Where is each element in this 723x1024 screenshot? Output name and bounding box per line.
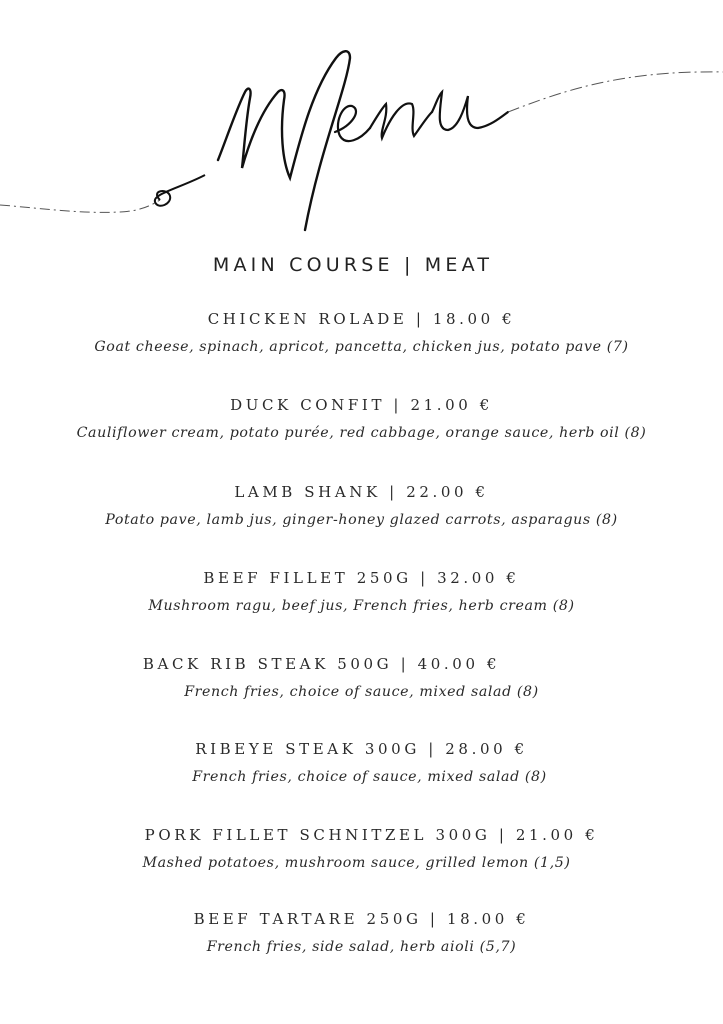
menu-item-title: BEEF FILLET 250G | 32.00 €	[203, 569, 520, 587]
menu-item-description: Cauliflower cream, potato purée, red cabbage, orange sauce, herb oil (8)	[76, 425, 647, 441]
menu-item-title: BEEF TARTARE 250G | 18.00 €	[193, 910, 530, 928]
menu-item	[0, 309, 723, 356]
menu-item-title: BACK RIB STEAK 500G | 40.00 €	[142, 655, 501, 673]
menu-item-description: Mushroom ragu, beef jus, French fries, herb cream (8)	[148, 598, 575, 614]
menu-item-description: Potato pave, lamb jus, ginger-honey glazed carrots, asparagus (8)	[105, 512, 618, 528]
menu-item-description: French fries, choice of sauce, mixed salad (8)	[192, 769, 547, 785]
menu-item	[0, 395, 723, 442]
menu-item-description: French fries, choice of sauce, mixed salad (8)	[184, 684, 539, 700]
menu-item-title: RIBEYE STEAK 300G | 28.00 €	[195, 740, 528, 758]
menu-item	[0, 568, 723, 615]
menu-item-description: French fries, side salad, herb aioli (5,7)	[206, 939, 517, 955]
menu-item-title: CHICKEN ROLADE | 18.00 €	[207, 310, 516, 328]
menu-item-title: DUCK CONFIT | 21.00 €	[230, 396, 493, 414]
menu-item	[0, 909, 723, 956]
menu-script-title	[0, 0, 723, 250]
menu-item	[0, 482, 723, 529]
section-heading: MAIN COURSE | MEAT	[212, 254, 494, 276]
menu-item	[0, 739, 723, 786]
menu-item	[10, 825, 723, 872]
menu-item	[0, 654, 683, 701]
menu-item-title: LAMB SHANK | 22.00 €	[234, 483, 489, 501]
menu-item-description: Goat cheese, spinach, apricot, pancetta, chicken jus, potato pave (7)	[94, 339, 629, 355]
menu-item-description: Mashed potatoes, mushroom sauce, grilled lemon (1,5)	[142, 855, 571, 871]
menu-item-title: PORK FILLET SCHNITZEL 300G | 21.00 €	[144, 826, 599, 844]
